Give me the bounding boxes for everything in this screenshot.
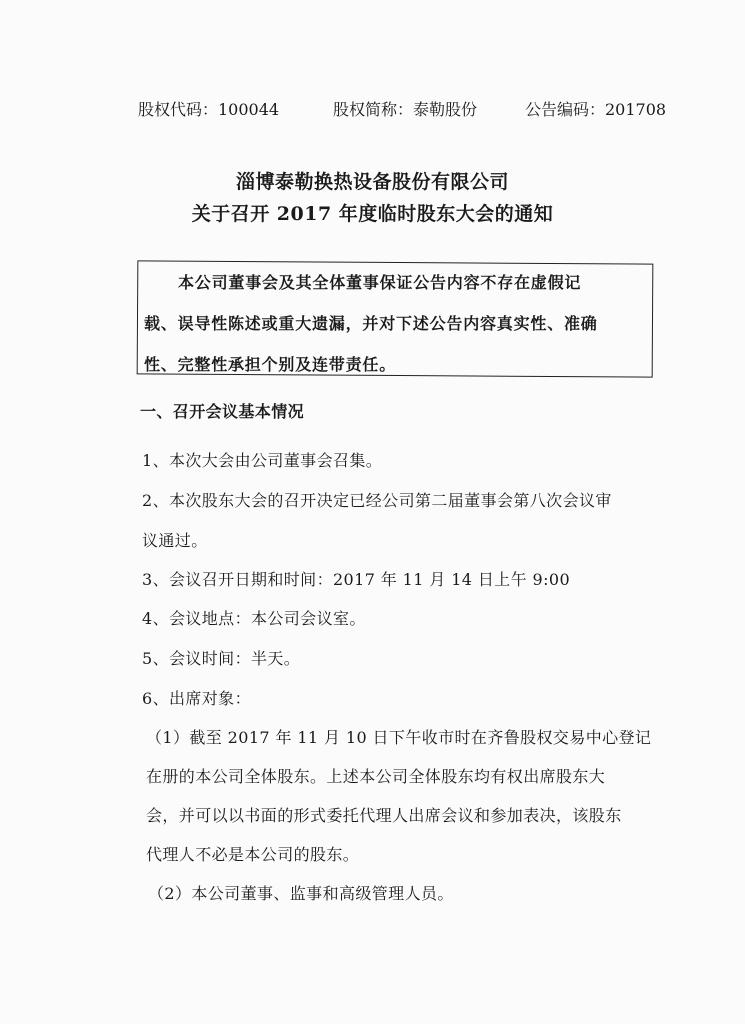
disclaimer-line: 载、误导性陈述或重大遗漏，并对下述公告内容真实性、准确 <box>144 314 598 333</box>
disclaimer-line: 本公司董事会及其全体董事保证公告内容不存在虚假记 <box>178 273 582 292</box>
stock-name: 股权简称：泰勒股份 <box>333 100 478 119</box>
body-paragraph-line: （2）本公司董事、监事和高级管理人员。 <box>148 884 454 903</box>
body-paragraph-line: 议通过。 <box>142 531 208 550</box>
body-paragraph-line: 1、本次大会由公司董事会召集。 <box>142 451 383 470</box>
announcement-number: 公告编码：201708 <box>525 100 667 119</box>
body-paragraph-line: 2、本次股东大会的召开决定已经公司第二届董事会第八次会议审 <box>142 491 612 510</box>
body-paragraph-line: 6、出席对象： <box>142 689 251 708</box>
body-paragraph-line: 在册的本公司全体股东。上述本公司全体股东均有权出席股东大 <box>146 767 606 786</box>
body-paragraph-line: 4、会议地点：本公司会议室。 <box>142 609 366 628</box>
body-paragraph-line: 会，并可以以书面的形式委托代理人出席会议和参加表决，该股东 <box>146 806 622 825</box>
notice-title: 关于召开 2017 年度临时股东大会的通知 <box>191 203 554 225</box>
section-heading: 一、召开会议基本情况 <box>140 402 305 421</box>
disclaimer-line: 性、完整性承担个别及连带责任。 <box>144 355 397 374</box>
body-paragraph-line: 代理人不必是本公司的股东。 <box>146 845 360 864</box>
body-paragraph-line: 3、会议召开日期和时间：2017 年 11 月 14 日上午 9:00 <box>142 570 571 589</box>
body-paragraph-line: 5、会议时间：半天。 <box>142 649 301 668</box>
stock-code: 股权代码：100044 <box>138 100 280 119</box>
company-name-title: 淄博泰勒换热设备股份有限公司 <box>235 171 509 193</box>
body-paragraph-line: （1）截至 2017 年 11 月 10 日下午收市时在齐鲁股权交易中心登记 <box>146 728 652 747</box>
